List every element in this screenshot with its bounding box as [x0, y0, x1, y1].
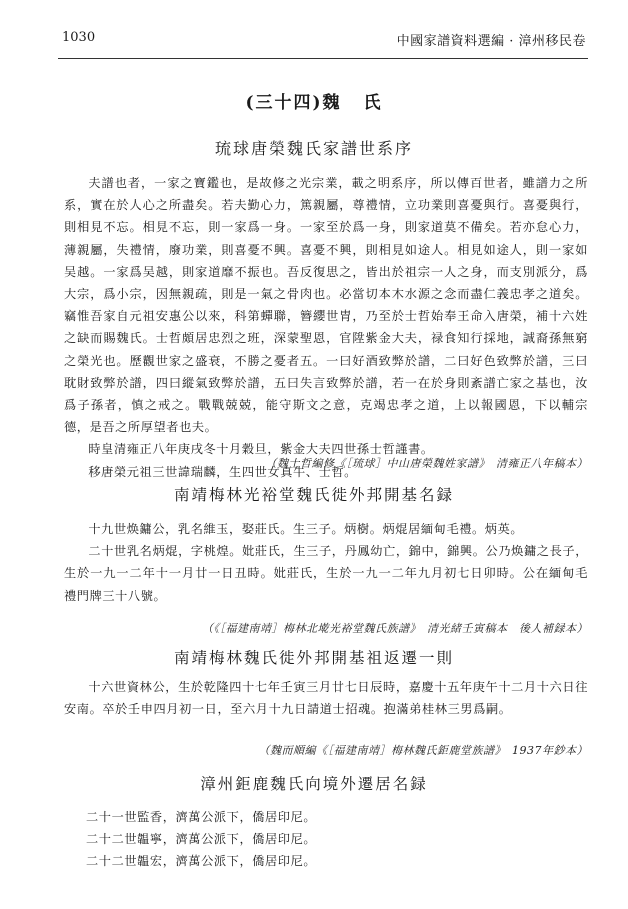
section-title — [0, 88, 628, 113]
section2-paragraph: 二十世乳名炳焜，字桃煌。妣莊氏，生三子，丹鳳幼亡，錦中，錦興。公乃焕鏞之長子，生於一九一二年十一月廿一日丑時。妣莊氏，生於一九一二年九月初七日卯時。公在緬甸毛禮門牌三十八號。 — [64, 544, 588, 603]
preface-body — [64, 172, 588, 483]
section2-title: 南靖梅林光裕堂魏氏徙外邦開基名録 — [173, 486, 454, 504]
section3-body — [64, 676, 588, 720]
page-number: 1030 — [62, 30, 96, 45]
section4-line: 二十一世監香，濟萬公派下，僑居印尼。 — [86, 810, 317, 824]
section-surname-tail: 氏 — [363, 93, 383, 113]
preface-paragraph: 時皇清雍正八年庚戌冬十月穀旦，紫金大夫四世孫士哲謹書。 — [88, 442, 434, 457]
section4-list — [86, 806, 586, 873]
section2-body — [64, 518, 588, 607]
section4-title: 漳州鉅鹿魏氏向境外遷居名録 — [200, 775, 428, 793]
header-rule — [58, 58, 588, 59]
preface-source: （魏士哲編修《［琉球］中山唐榮魏姓家譜》 清雍正八年稿本） — [265, 457, 588, 470]
preface-paragraph: 移唐榮元祖三世諱瑞麟，生四世女真牛、士哲。 — [88, 464, 357, 479]
section4-line: 二十二世韞宏，濟萬公派下，僑居印尼。 — [86, 854, 317, 869]
section3-paragraph: 十六世資林公，生於乾隆四十七年壬寅三月廿七日辰時，嘉慶十五年庚午十二月十六日往安南。卒於壬申四月初一日，至六月十九日請道士招魂。抱滿弟桂林三男爲嗣。 — [64, 680, 588, 717]
running-head: 中國家譜資料選編 · 漳州移民卷 — [396, 34, 586, 49]
section4-line: 二十二世韞寧，濟萬公派下，僑居印尼。 — [86, 832, 317, 847]
preface-title: 琉球唐榮魏氏家譜世系序 — [214, 139, 413, 158]
section2-source: （《［福建南靖］梅林北墘光裕堂魏氏族譜》 清光緒壬寅稿本 後人補録本） — [202, 622, 588, 635]
section3-title: 南靖梅林魏氏徙外邦開基祖返遷一則 — [173, 649, 454, 667]
section3-source: （魏而順編《［福建南靖］梅林魏氏鉅鹿堂族譜》 1937年鈔本） — [258, 744, 588, 757]
section2-paragraph: 十九世焕鏞公，乳名維玉，娶莊氏。生三子。炳樹。炳焜居緬甸毛禮。炳英。 — [88, 522, 524, 536]
page-header — [62, 30, 586, 50]
section-number: (三十四)魏 — [245, 93, 342, 113]
preface-paragraph: 夫譜也者，一家之寶鑑也，是故修之光宗業，載之明系序，所以傳百世者，雖譜力之所系，實在於人心之所盡矣。若夫勤心力，篤親屬，尊禮情，立功業則喜憂與行。喜憂與行，則相見不忘。相見不忘，則一家爲一身。一家至於爲一身，則家道莫不備矣。若亦怠心力，薄親屬，失禮情，廢功業，則喜憂不興。喜憂不興，則相見如途人。相見如途人，則一家如吴越。一家爲吴越，則家道靡不振也。吾反復思之，皆出於祖宗一人之身，而支別派分，爲大宗，爲小宗，因無親疏，則是一氣之骨肉也。必當切本木水源之念而盡仁義忠孝之道矣。竊惟吾家自元祖安惠公以來，科第蟬聯，簪纓世胄，乃至於士哲始奉王命入唐榮，補十六姓之缺而賜魏氏。士哲頗居忠烈之班，深蒙聖恩，官陞紫金大夫，禄食知行採地，誠裔孫無窮之榮光也。歷觀世家之盛衰，不勝之憂者五。一曰好酒致弊於譜，二曰好色致弊於譜，三曰耽財致弊於譜，四曰縱氣致弊於譜，五曰失言致弊於譜，若一在於身則紊譜亡家之基也，汝爲子孫者，慎之戒之。戰戰兢兢，能守斯文之意，克竭忠孝之道，上以報國恩，下以輔宗德，是吾之所厚望者也夫。 — [64, 176, 588, 435]
